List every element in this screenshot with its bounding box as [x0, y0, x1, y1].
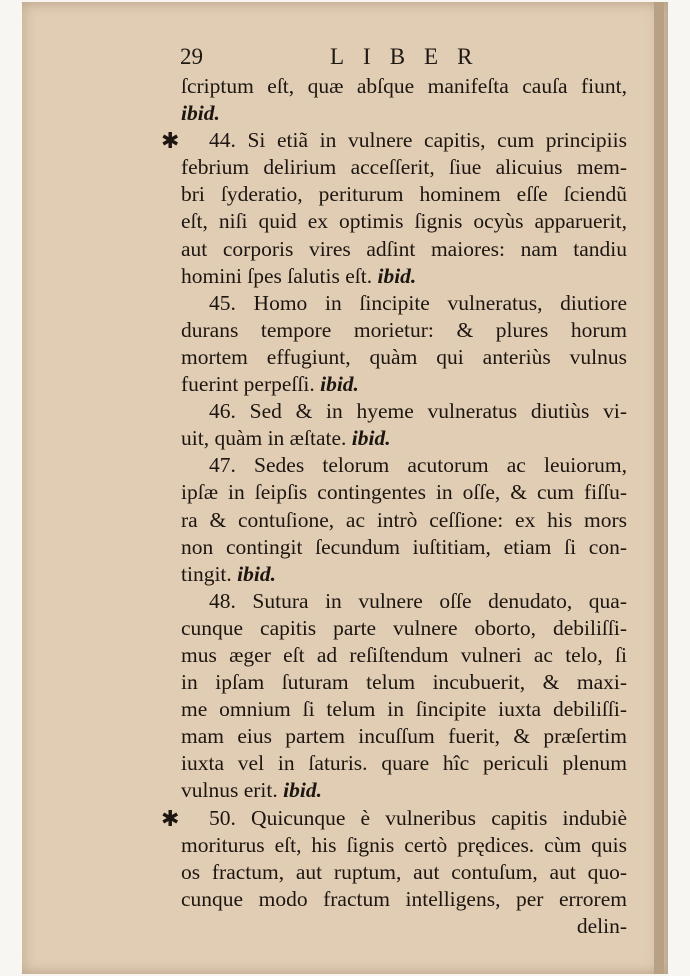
line-text: cunque modo fractum intelligens, per errorem — [181, 886, 627, 911]
line-text: febrium delirium acceſſerit, ſiue alicuius mem- — [181, 155, 627, 180]
text-line — [181, 452, 627, 479]
running-head — [180, 44, 620, 74]
text-line — [181, 317, 627, 344]
text-line — [181, 886, 627, 913]
line-text: homini ſpes ſalutis eſt. — [181, 263, 373, 288]
text-line — [181, 398, 627, 425]
text-line — [181, 344, 627, 371]
line-text: ra & contuſione, ac intrò ceſſione: ex his mors — [181, 507, 627, 532]
text-line — [181, 832, 627, 859]
paragraph — [181, 73, 627, 127]
text-line — [181, 425, 627, 452]
line-text: non contingit ſecundum iuſtitiam, etiam ſi con- — [181, 534, 627, 559]
line-text: 46. Sed & in hyeme vulneratus diutiùs vi- — [209, 399, 627, 424]
paragraph — [161, 805, 627, 913]
line-text: me omnium ſi telum in ſincipite iuxta debiliſſi- — [181, 697, 627, 722]
text-line — [181, 73, 627, 100]
text-line — [181, 127, 627, 154]
text-line — [181, 669, 627, 696]
line-text: in ipſam ſuturam telum incubuerit, & maxi- — [181, 670, 627, 695]
text-line — [181, 290, 627, 317]
line-text: mam eius partem incuſſum fuerit, & præſertim — [181, 724, 627, 749]
line-text: aut corporis vires adſint maiores: nam tandiu — [181, 236, 627, 261]
line-text: os fractum, aut ruptum, aut contuſum, aut quo- — [181, 859, 627, 884]
text-line — [181, 100, 627, 127]
citation-ibid: ibid. — [377, 263, 417, 288]
text-line — [181, 750, 627, 777]
text-line — [181, 777, 627, 804]
paragraph — [181, 588, 627, 805]
line-text: ſcriptum eſt, quæ abſque manifeſta cauſa fiunt, — [181, 74, 627, 98]
catchword: delin- — [576, 913, 627, 938]
page-edge-shadow — [654, 2, 664, 974]
text-line — [181, 263, 627, 290]
paragraph — [181, 398, 627, 452]
asterisk-marker-icon: ✱ — [161, 128, 180, 154]
text-line — [181, 723, 627, 750]
page-number: 29 — [180, 44, 203, 69]
line-text: 50. Quicunque è vulneribus capitis indubiè — [209, 805, 627, 830]
line-text: ipſæ in ſeipſis contingentes in oſſe, & cum fiſſu- — [181, 480, 627, 505]
line-text: cunque capitis parte vulnere oborto, debiliſſi- — [181, 615, 627, 640]
line-text: uit, quàm in æſtate. — [181, 426, 347, 451]
text-body — [161, 73, 627, 940]
citation-ibid: ibid. — [283, 778, 322, 803]
paragraph — [161, 127, 627, 290]
text-line — [181, 696, 627, 723]
text-line — [181, 236, 627, 263]
paragraph — [181, 452, 627, 587]
line-text: vulnus erit. — [181, 778, 278, 803]
line-text: 44. Si etiã in vulnere capitis, cum principiis — [209, 128, 627, 153]
line-text: mus æger eſt ad reſiſtendum vulneri ac telo, ſi — [181, 642, 627, 667]
line-text: mortem effugiunt, quàm qui anteriùs vulnus — [181, 344, 627, 369]
line-text: eſt, niſi quid ex optimis ſignis ocyùs apparuerit, — [181, 209, 627, 234]
citation-ibid: ibid. — [181, 101, 220, 126]
line-text: iuxta vel in ſaturis. quare hîc periculi plenum — [181, 751, 627, 776]
line-text: bri ſyderatio, periturum hominem eſſe ſciendũ — [181, 182, 627, 207]
line-text: 47. Sedes telorum acutorum ac leuiorum, — [209, 453, 627, 478]
citation-ibid: ibid. — [351, 426, 391, 451]
line-text: 48. Sutura in vulnere oſſe denudato, qua- — [209, 588, 627, 613]
citation-ibid: ibid. — [237, 561, 276, 586]
line-text: 45. Homo in ſincipite vulneratus, diutiore — [209, 290, 627, 315]
line-text: tingit. — [181, 561, 232, 586]
text-line — [181, 859, 627, 886]
text-line — [181, 154, 627, 181]
text-line — [181, 507, 627, 534]
text-line — [181, 208, 627, 235]
line-text: durans tempore morietur: & plures horum — [181, 317, 627, 342]
asterisk-marker-icon: ✱ — [161, 805, 180, 831]
paragraph — [181, 290, 627, 398]
text-line — [181, 561, 627, 588]
text-line — [181, 588, 627, 615]
text-line — [181, 534, 627, 561]
line-text: moriturus eſt, his ſignis certò prędices. cùm quis — [181, 832, 627, 857]
text-line — [181, 615, 627, 642]
line-text: fuerint perpeſſi. — [181, 372, 315, 397]
text-line — [181, 805, 627, 832]
text-line — [181, 642, 627, 669]
citation-ibid: ibid. — [320, 372, 359, 397]
text-line — [181, 181, 627, 208]
book-title: LIBER — [330, 44, 492, 69]
text-line — [181, 371, 627, 398]
text-line — [181, 479, 627, 506]
